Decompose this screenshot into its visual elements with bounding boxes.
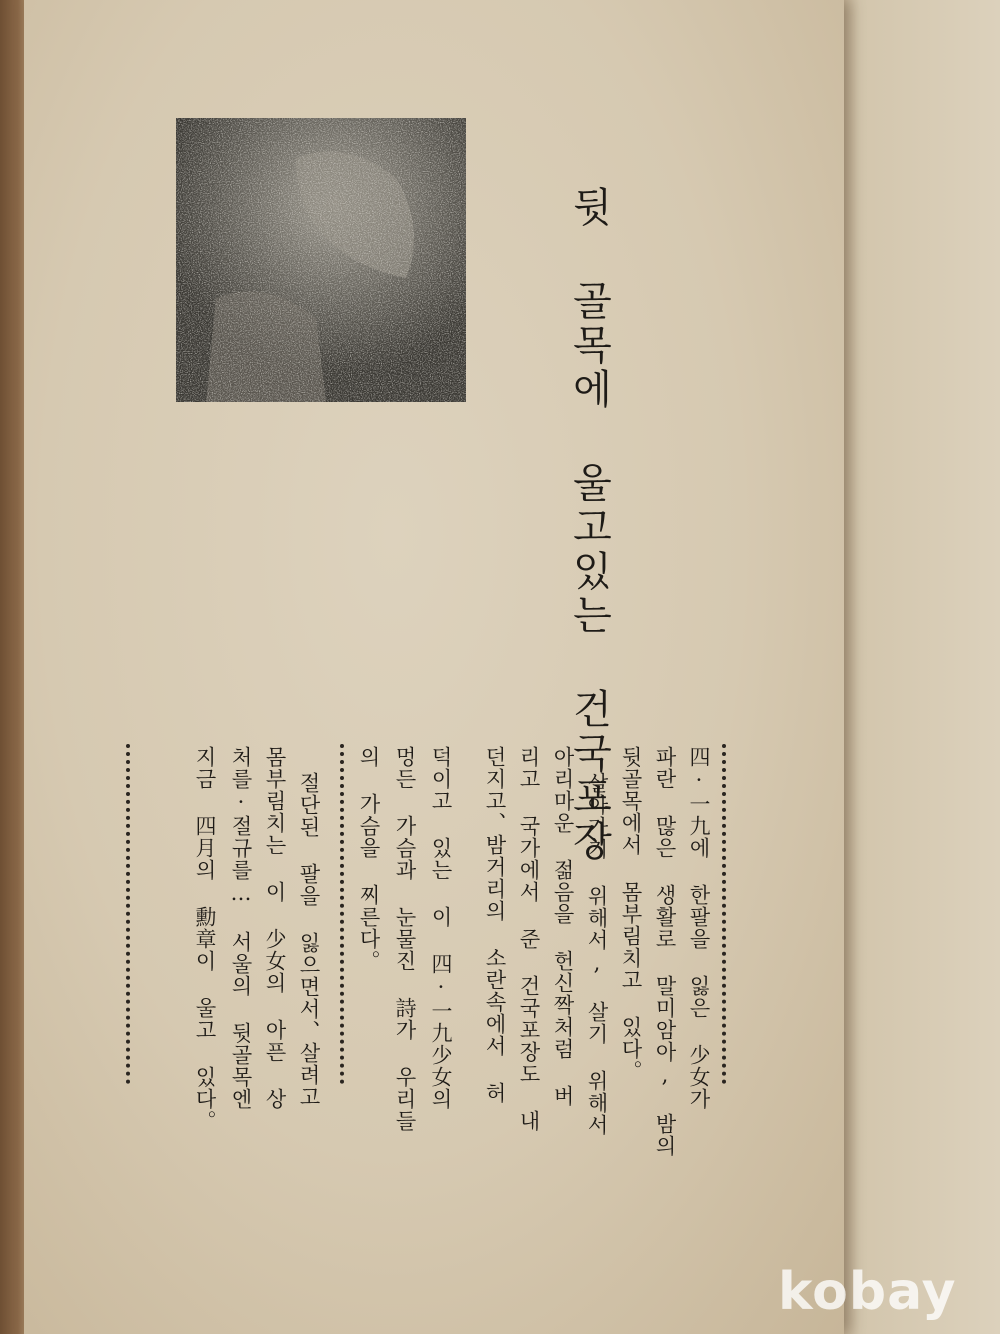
dotted-rule-middle (340, 744, 344, 1084)
body-line-7: 던지고、밤거리의 소란속에서 허 (483, 746, 507, 1104)
body-line-13: 처를·절규를… 서울의 뒷골목엔 (229, 746, 253, 1110)
body-line-14: 지금 四月의 勳章이 울고 있다。 (193, 746, 217, 1132)
body-line-9: 멍든 가슴과 눈물진 詩가 우리들 (393, 746, 417, 1132)
body-line-5: 아리마운 젊음을 헌신짝처럼 버 (551, 746, 575, 1107)
dotted-rule-right (722, 744, 726, 1084)
body-line-2: 파란 많은 생활로 말미암아, 밤의 (653, 746, 677, 1157)
halftone-photograph (176, 118, 466, 402)
watermark: kobay (778, 1262, 957, 1322)
body-line-6: 리고 국가에서 준 건국포장도 내 (517, 746, 541, 1132)
body-line-3: 뒷골목에서 몸부림치고 있다。 (619, 746, 643, 1082)
body-line-10: 의 가슴을 찌른다。 (357, 746, 381, 972)
body-line-12: 몸부림치는 이 少女의 아픈 상 (263, 746, 287, 1110)
dotted-rule-left (126, 744, 130, 1084)
body-line-8: 덕이고 있는 이 四·一九少女의 (429, 746, 453, 1110)
photo-image (176, 118, 466, 402)
body-line-11: 절단된 팔을 잃으면서、살려고 (297, 772, 321, 1108)
body-line-1: 四·一九에 한팔을 잃은 少女가 (687, 746, 711, 1110)
facing-page (830, 0, 1000, 1334)
body-line-4: 살아가기 위해서, 살기 위해서 (585, 772, 609, 1136)
article-title: 뒷 골목에 울고있는 건국포장 (566, 186, 612, 864)
